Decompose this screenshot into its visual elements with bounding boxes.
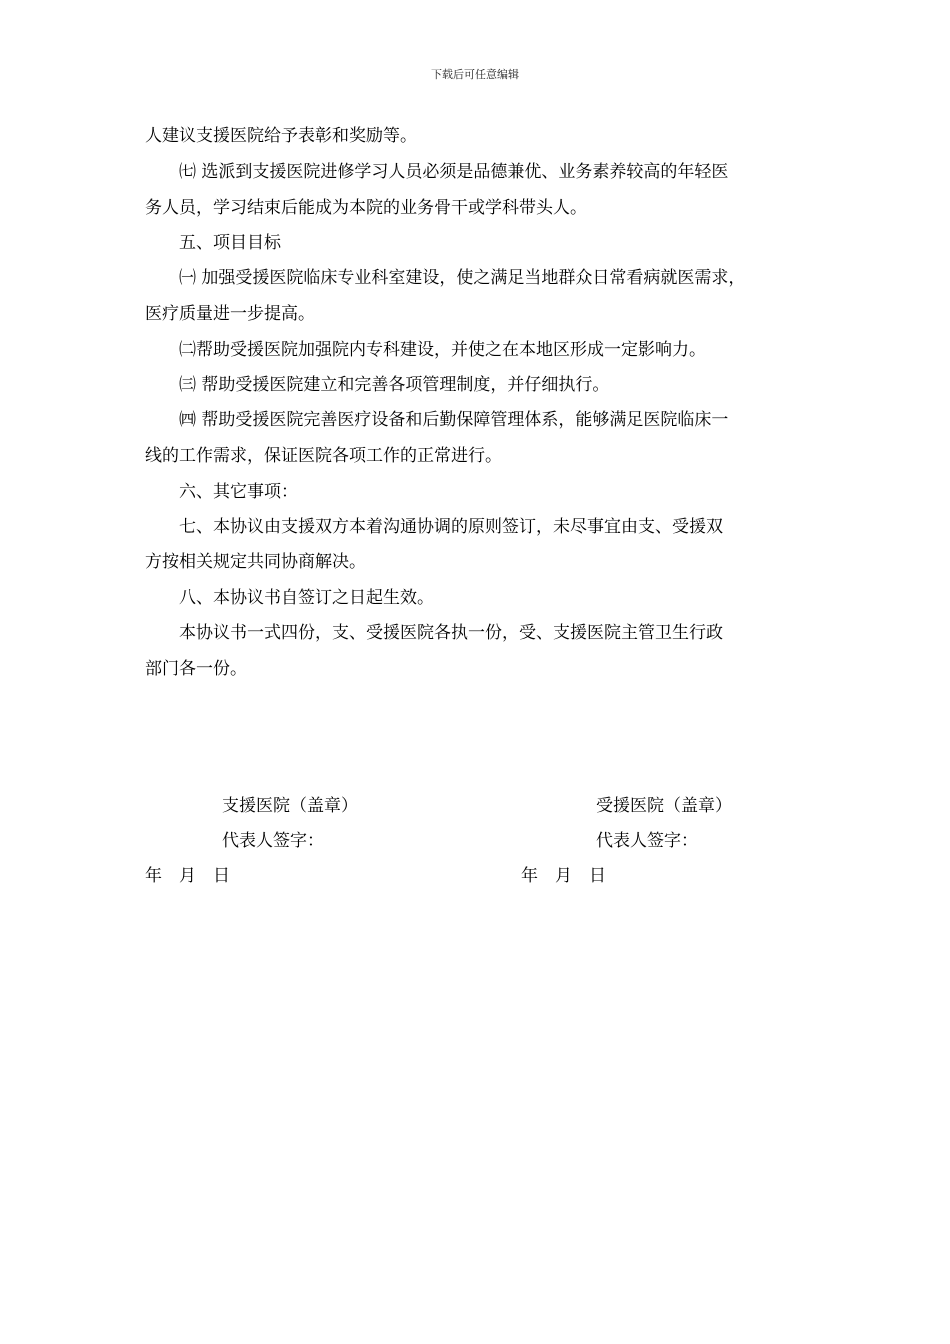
paragraph-line: 七、本协议由支援双方本着沟通协调的原则签订，未尽事宜由支、受援双 xyxy=(179,517,723,537)
receiving-representative-signature-label: 代表人签字： xyxy=(596,831,698,851)
paragraph-line: 方按相关规定共同协商解决。 xyxy=(145,552,366,572)
paragraph-line: 八、本协议书自签订之日起生效。 xyxy=(179,588,434,608)
paragraph-line: 本协议书一式四份，支、受援医院各执一份，受、支援医院主管卫生行政 xyxy=(179,623,723,643)
page-header: 下载后可任意编辑 xyxy=(431,68,519,81)
section-heading: 六、其它事项： xyxy=(179,482,298,502)
supporting-hospital-seal-label: 支援医院（盖章） xyxy=(222,796,358,816)
paragraph-line: ㈦ 选派到支援医院进修学习人员必须是品德兼优、业务素养较高的年轻医 xyxy=(179,162,729,182)
paragraph-line: ㈣ 帮助受援医院完善医疗设备和后勤保障管理体系，能够满足医院临床一 xyxy=(179,410,729,430)
paragraph-line: 部门各一份。 xyxy=(145,659,247,679)
paragraph-line: 人建议支援医院给予表彰和奖励等。 xyxy=(145,126,417,146)
paragraph-line: 线的工作需求，保证医院各项工作的正常进行。 xyxy=(145,446,502,466)
receiving-hospital-seal-label: 受援医院（盖章） xyxy=(596,796,732,816)
paragraph-line: ㈢ 帮助受援医院建立和完善各项管理制度，并仔细执行。 xyxy=(179,375,610,395)
paragraph-line: ㈡帮助受援医院加强院内专科建设，并使之在本地区形成一定影响力。 xyxy=(179,340,706,360)
paragraph-line: 医疗质量进一步提高。 xyxy=(145,304,315,324)
supporting-date-label: 年 月 日 xyxy=(145,866,230,886)
section-heading: 五、项目目标 xyxy=(179,233,281,253)
paragraph-line: 务人员，学习结束后能成为本院的业务骨干或学科带头人。 xyxy=(145,198,587,218)
receiving-date-label: 年 月 日 xyxy=(521,866,606,886)
paragraph-line: ㈠ 加强受援医院临床专业科室建设，使之满足当地群众日常看病就医需求， xyxy=(179,268,746,288)
supporting-representative-signature-label: 代表人签字： xyxy=(222,831,324,851)
